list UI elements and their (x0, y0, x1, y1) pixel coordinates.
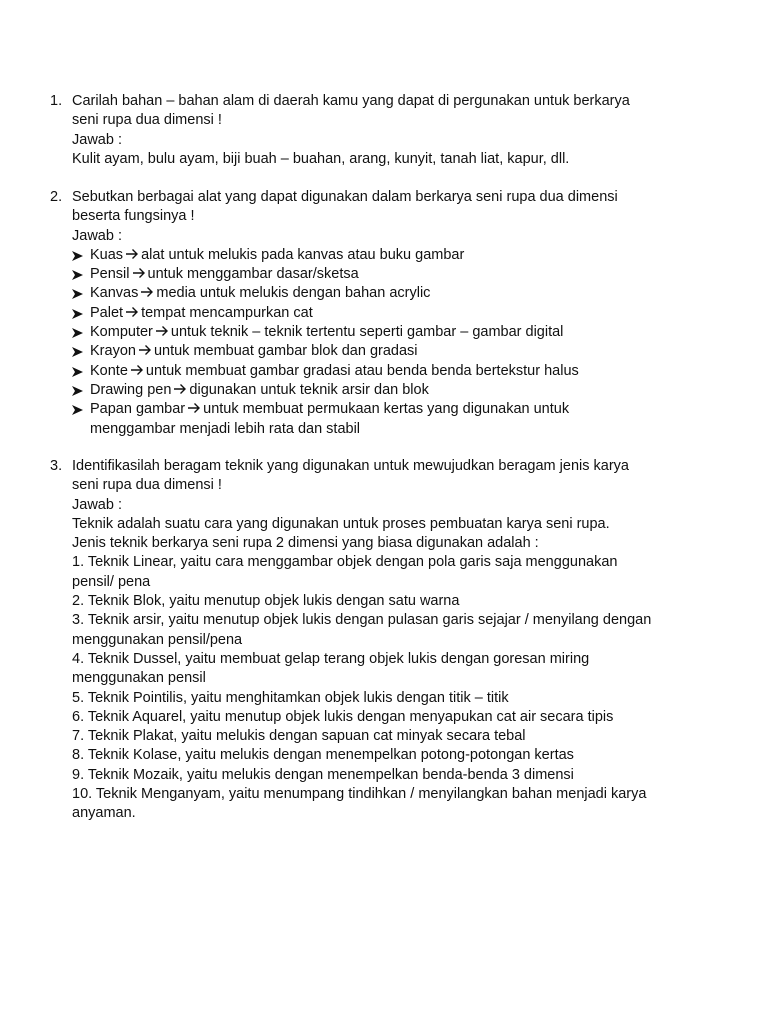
answer-line: 7. Teknik Plakat, yaitu melukis dengan sapuan cat minyak secara tebal (72, 728, 526, 745)
right-arrow-icon (132, 266, 146, 278)
tool-name: Palet (90, 304, 124, 321)
right-arrow-icon (155, 324, 169, 336)
question-number: 1. (50, 93, 63, 109)
tool-name: Komputer (90, 324, 153, 341)
question-text-line: Carilah bahan – bahan alam di daerah kamu yang dapat di pergunakan untuk berkarya (72, 93, 630, 109)
question-number: 3. (50, 458, 63, 474)
answer-line: anyaman. (72, 805, 136, 822)
right-arrow-icon (140, 285, 154, 297)
answer-line: 3. Teknik arsir, yaitu menutup objek lukis dengan pulasan garis sejajar / menyilang dengan (72, 612, 652, 629)
question-body (72, 92, 690, 169)
technique-list (72, 515, 690, 824)
answer-line: menggunakan pensil/pena (72, 631, 243, 648)
answer-line: Teknik adalah suatu cara yang digunakan untuk proses pembuatan karya seni rupa. (72, 515, 610, 532)
tool-description: untuk membuat permukaan kertas yang digunakan untuk (203, 401, 570, 418)
tool-name: Drawing pen (90, 381, 172, 398)
answer-line: 5. Teknik Pointilis, yaitu menghitamkan objek lukis dengan titik – titik (72, 689, 509, 706)
tool-list-item (72, 284, 690, 303)
tool-list-item (72, 304, 690, 323)
question-body (72, 188, 690, 439)
answer-line: menggunakan pensil (72, 670, 206, 687)
answer-line: 6. Teknik Aquarel, yaitu menutup objek lukis dengan menyapukan cat air secara tipis (72, 708, 614, 725)
answer-line: Jenis teknik berkarya seni rupa 2 dimensi yang biasa digunakan adalah : (72, 535, 539, 552)
tool-list-item (72, 400, 690, 419)
answer-line: 4. Teknik Dussel, yaitu membuat gelap terang objek lukis dengan goresan miring (72, 650, 590, 667)
tool-list-item (72, 362, 690, 381)
jawab-label: Jawab : (72, 227, 122, 244)
arrowhead-bullet-icon (72, 342, 86, 361)
question-text-line: seni rupa dua dimensi ! (72, 112, 222, 129)
question-text-line: Sebutkan berbagai alat yang dapat digunakan dalam berkarya seni rupa dua dimensi (72, 189, 618, 205)
arrowhead-bullet-icon (72, 323, 86, 342)
tool-name: Pensil (90, 266, 130, 283)
tool-list-item (72, 265, 690, 284)
arrowhead-bullet-icon (72, 265, 86, 284)
jawab-label: Jawab : (72, 496, 122, 513)
tool-list-item (72, 342, 690, 361)
right-arrow-icon (138, 343, 152, 355)
tool-name: Kuas (90, 246, 124, 263)
answer-line: 1. Teknik Linear, yaitu cara menggambar objek dengan pola garis saja menggunakan (72, 554, 618, 571)
tool-list-continuation: menggambar menjadi lebih rata dan stabil (90, 420, 361, 437)
tool-name: Papan gambar (90, 401, 186, 418)
tool-list-item (72, 381, 690, 400)
answer-line: 9. Teknik Mozaik, yaitu melukis dengan menempelkan benda-benda 3 dimensi (72, 766, 574, 783)
tool-description: digunakan untuk teknik arsir dan blok (189, 381, 429, 398)
right-arrow-icon (173, 382, 187, 394)
arrowhead-bullet-icon (72, 304, 86, 323)
tool-list (72, 246, 690, 420)
right-arrow-icon (125, 247, 139, 259)
question-text-line: beserta fungsinya ! (72, 208, 195, 225)
answer-text: Kulit ayam, bulu ayam, biji buah – buahan, arang, kunyit, tanah liat, kapur, dll. (72, 150, 570, 167)
question-text-line: Identifikasilah beragam teknik yang digunakan untuk mewujudkan beragam jenis karya (72, 458, 629, 474)
tool-list-item (72, 323, 690, 342)
tool-description: tempat mencampurkan cat (141, 304, 313, 321)
tool-description: untuk membuat gambar gradasi atau benda benda bertekstur halus (145, 362, 579, 379)
answer-line: pensil/ pena (72, 573, 151, 590)
tool-description: untuk menggambar dasar/sketsa (147, 266, 359, 283)
answer-line: 10. Teknik Menganyam, yaitu menumpang tindihkan / menyilangkan bahan menjadi karya (72, 786, 647, 803)
arrowhead-bullet-icon (72, 381, 86, 400)
tool-name: Krayon (90, 343, 136, 360)
tool-name: Kanvas (90, 285, 139, 302)
tool-description: media untuk melukis dengan bahan acrylic (156, 285, 431, 302)
tool-description: alat untuk melukis pada kanvas atau buku gambar (141, 246, 465, 263)
question-body (72, 457, 690, 824)
right-arrow-icon (125, 305, 139, 317)
tool-list-item (72, 246, 690, 265)
right-arrow-icon (187, 401, 201, 413)
arrowhead-bullet-icon (72, 400, 86, 419)
arrowhead-bullet-icon (72, 246, 86, 265)
right-arrow-icon (130, 363, 144, 375)
tool-description: untuk teknik – teknik tertentu seperti gambar – gambar digital (170, 324, 564, 341)
question-text-line: seni rupa dua dimensi ! (72, 477, 222, 494)
question-number: 2. (50, 189, 63, 205)
answer-line: 8. Teknik Kolase, yaitu melukis dengan menempelkan potong-potongan kertas (72, 747, 574, 764)
answer-line: 2. Teknik Blok, yaitu menutup objek lukis dengan satu warna (72, 593, 460, 610)
arrowhead-bullet-icon (72, 362, 86, 381)
tool-name: Konte (90, 362, 128, 379)
arrowhead-bullet-icon (72, 284, 86, 303)
tool-description: untuk membuat gambar blok dan gradasi (153, 343, 418, 360)
jawab-label: Jawab : (72, 131, 122, 148)
